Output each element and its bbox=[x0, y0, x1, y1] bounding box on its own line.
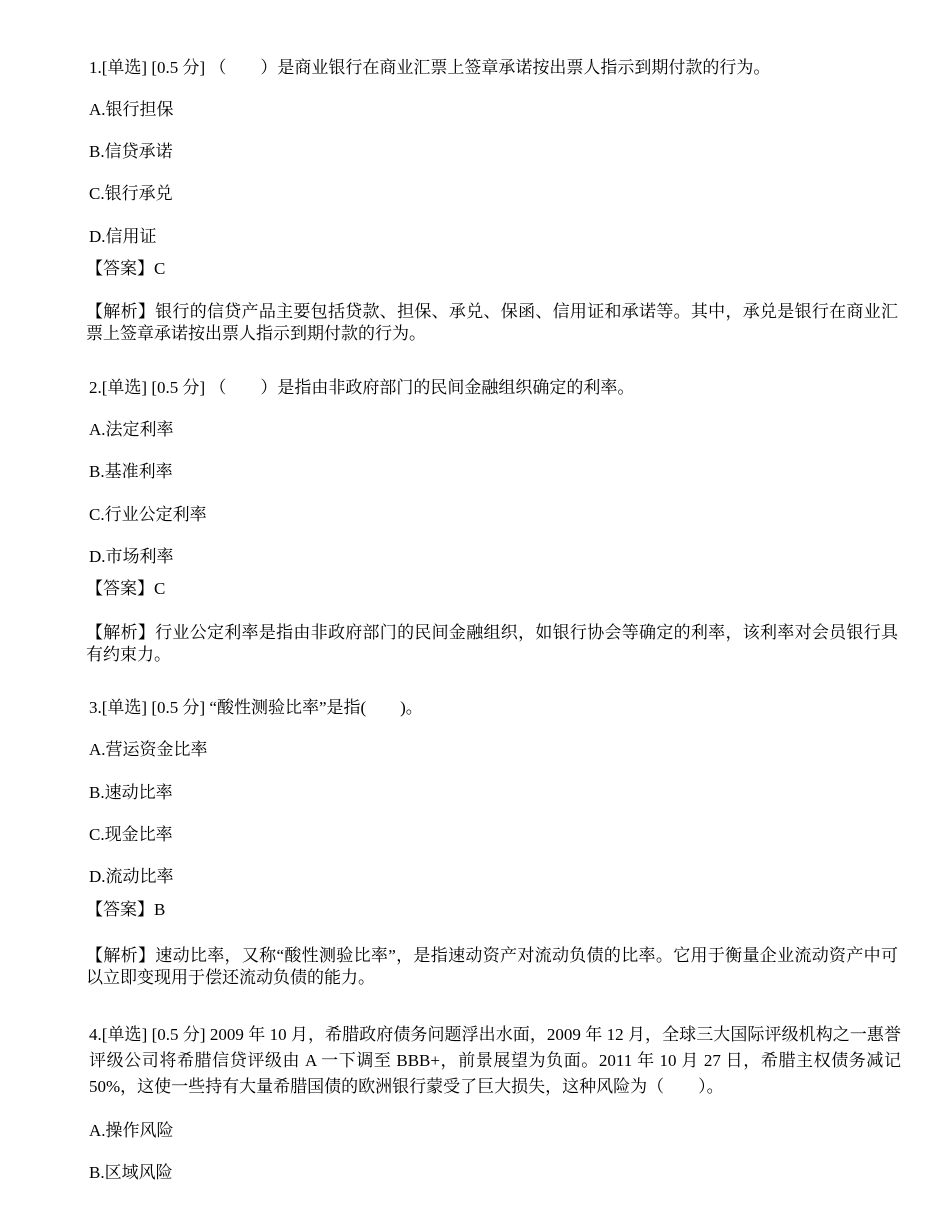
question-2-option-d: D.市场利率 bbox=[89, 547, 174, 566]
question-2-analysis: 【解析】行业公定利率是指由非政府部门的民间金融组织，如银行协会等确定的利率，该利率对会员银行具有约束力。 bbox=[86, 623, 898, 664]
question-2-stem: 2.[单选] [0.5 分] （ ）是指由非政府部门的民间金融组织确定的利率。 bbox=[89, 378, 635, 397]
question-3-option-a: A.营运资金比率 bbox=[89, 740, 208, 759]
question-4-option-b: B.区域风险 bbox=[89, 1163, 173, 1182]
question-3-stem: 3.[单选] [0.5 分] “酸性测验比率”是指( )。 bbox=[89, 698, 423, 717]
question-3-option-c: C.现金比率 bbox=[89, 825, 173, 844]
question-1-option-b: B.信贷承诺 bbox=[89, 142, 173, 161]
question-1-stem: 1.[单选] [0.5 分] （ ）是商业银行在商业汇票上签章承诺按出票人指示到期付款的行为。 bbox=[89, 58, 771, 77]
question-3-option-d: D.流动比率 bbox=[89, 867, 174, 886]
question-1-option-d: D.信用证 bbox=[89, 227, 157, 246]
question-2-option-a: A.法定利率 bbox=[89, 420, 174, 439]
question-4-option-a: A.操作风险 bbox=[89, 1121, 174, 1140]
question-1-option-a: A.银行担保 bbox=[89, 100, 174, 119]
question-1-analysis: 【解析】银行的信贷产品主要包括贷款、担保、承兑、保函、信用证和承诺等。其中，承兑是银行在商业汇票上签章承诺按出票人指示到期付款的行为。 bbox=[86, 302, 898, 343]
question-1-option-c: C.银行承兑 bbox=[89, 184, 173, 203]
question-3-option-b: B.速动比率 bbox=[89, 783, 173, 802]
question-4-stem: 4.[单选] [0.5 分] 2009 年 10 月，希腊政府债务问题浮出水面，2009 年 12 月，全球三大国际评级机构之一惠誉评级公司将希腊信贷评级由 A 一下调至 BBB+，前景展望为负面。2011 年 10 月 27 日，希腊主权债务减记 50%，这使一些持有大量希腊国债的欧洲银行蒙受了巨大损失，这种风险为（ ）。 bbox=[89, 1025, 901, 1096]
question-2-option-b: B.基准利率 bbox=[89, 462, 173, 481]
question-1-answer: 【答案】C bbox=[86, 259, 166, 278]
question-3-answer: 【答案】B bbox=[86, 900, 166, 919]
question-3-analysis: 【解析】速动比率，又称“酸性测验比率”，是指速动资产对流动负债的比率。它用于衡量企业流动资产中可以立即变现用于偿还流动负债的能力。 bbox=[86, 946, 898, 987]
question-2-option-c: C.行业公定利率 bbox=[89, 505, 207, 524]
question-2-answer: 【答案】C bbox=[86, 579, 166, 598]
